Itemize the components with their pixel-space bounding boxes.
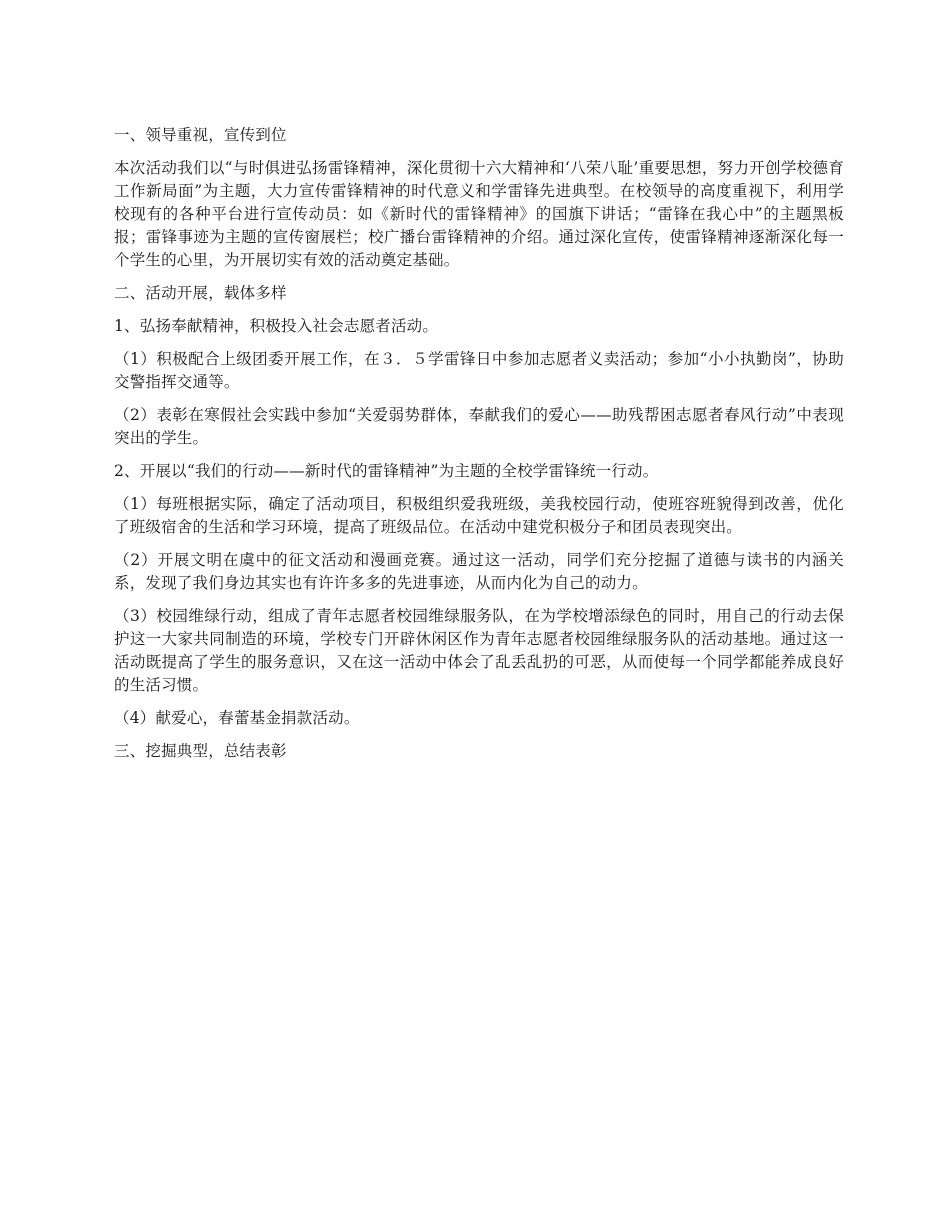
body-paragraph: 本次活动我们以“与时俱进弘扬雷锋精神，深化贯彻十六大精神和‘八荣八耻’重要思想，努力开创学校德育工作新局面”为主题，大力宣传雷锋精神的时代意义和学雷锋先进典型。在校领导的高度重视下，利用学校现有的各种平台进行宣传动员：如《新时代的雷锋精神》的国旗下讲话；“雷锋在我心中”的主题黑板报；雷锋事迹为主题的宣传窗展栏；校广播台雷锋精神的介绍。通过深化宣传，使雷锋精神逐渐深化每一个学生的心里，为开展切实有效的活动奠定基础。 (114, 159, 844, 269)
subsection-heading-1: 1、弘扬奉献精神，积极投入社会志愿者活动。 (114, 317, 439, 335)
list-item: （2）表彰在寒假社会实践中参加“关爱弱势群体，奉献我们的爱心——助残帮困志愿者春风行动”中表现突出的学生。 (114, 406, 844, 447)
list-item: （1）积极配合上级团委开展工作，在３．５学雷锋日中参加志愿者义卖活动；参加“小小执勤岗”，协助交警指挥交通等。 (114, 350, 844, 391)
list-item: （1）每班根据实际，确定了活动项目，积极组织爱我班级，美我校园行动，使班容班貌得到改善，优化了班级宿舍的生活和学习环境，提高了班级品位。在活动中建党积极分子和团员表现突出。 (114, 495, 844, 536)
list-item: （2）开展文明在虞中的征文活动和漫画竞赛。通过这一活动，同学们充分挖掘了道德与读书的内涵关系，发现了我们身边其实也有许许多多的先进事迹，从而内化为自己的动力。 (114, 551, 844, 592)
subsection-heading-2: 2、开展以“我们的行动——新时代的雷锋精神”为主题的全校学雷锋统一行动。 (114, 462, 659, 480)
section-heading-2: 二、活动开展，载体多样 (114, 284, 287, 302)
section-heading-3: 三、挖掘典型，总结表彰 (114, 742, 287, 760)
section-heading-1: 一、领导重视，宣传到位 (114, 126, 287, 144)
list-item: （4）献爱心，春蕾基金捐款活动。 (114, 709, 360, 727)
list-item: （3）校园维绿行动，组成了青年志愿者校园维绿服务队，在为学校增添绿色的同时，用自己的行动去保护这一大家共同制造的环境，学校专门开辟休闲区作为青年志愿者校园维绿服务队的活动基地。通过这一活动既提高了学生的服务意识，又在这一活动中体会了乱丢乱扔的可恶，从而使每一个同学都能养成良好的生活习惯。 (114, 607, 844, 694)
document-body (114, 124, 844, 773)
